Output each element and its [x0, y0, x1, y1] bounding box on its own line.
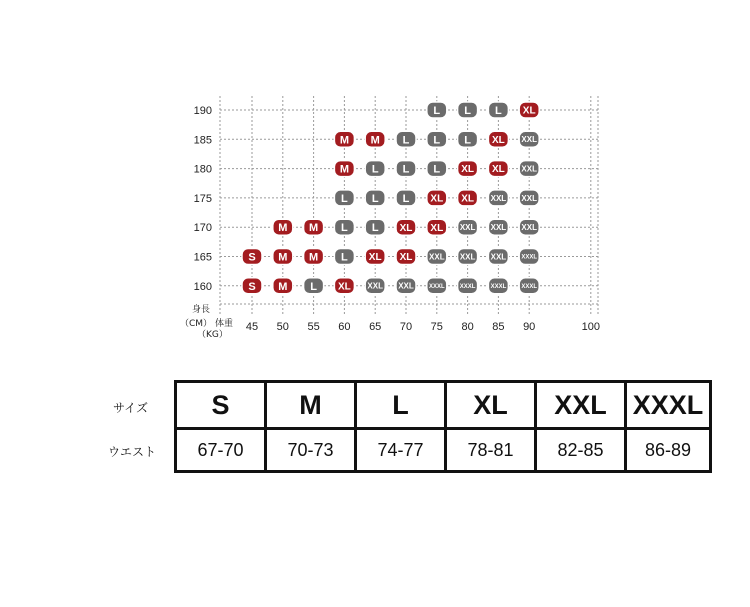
size-badge [365, 249, 385, 265]
size-badge-label: XXXL [521, 254, 538, 261]
size-badge-label: L [495, 104, 502, 117]
size-badge [488, 131, 508, 147]
size-badge-label: XXL [459, 223, 476, 233]
size-badge [304, 249, 324, 265]
size-badge-label: L [464, 104, 471, 117]
size-badge [519, 131, 539, 147]
size-badge-label: L [371, 163, 379, 176]
size-cell: XL [446, 382, 536, 429]
size-badge-label: L [433, 134, 441, 147]
x-tick-label: 55 [307, 321, 320, 333]
size-badge [427, 219, 447, 235]
waist-row [176, 429, 711, 472]
size-badge-label: M [370, 134, 380, 147]
size-badge [427, 102, 447, 118]
size-badge-label: L [371, 192, 379, 205]
size-badge-label: M [278, 222, 288, 235]
waist-row-label: ウエスト [108, 445, 157, 459]
size-badge [519, 249, 539, 265]
size-badge-label: XXL [398, 281, 414, 291]
size-badge [273, 249, 293, 265]
size-badge-label: XXL [490, 223, 507, 233]
x-tick-label: 80 [461, 321, 474, 333]
size-badge-label: L [402, 163, 410, 176]
x-tick-label: 90 [523, 321, 536, 333]
size-badge [396, 278, 416, 294]
size-badge [519, 278, 539, 294]
size-badge-label: M [309, 222, 319, 235]
size-cell: L [356, 382, 446, 429]
size-badge [458, 161, 478, 177]
size-badge-label: XL [461, 164, 474, 176]
y-tick-label: 160 [193, 280, 212, 293]
size-badge-label: XXL [459, 252, 476, 262]
x-tick-label: 50 [276, 321, 289, 333]
waist-cell: 86-89 [626, 429, 711, 472]
waist-cell: 70-73 [266, 429, 356, 472]
size-badge [488, 249, 508, 265]
size-badge [519, 102, 539, 118]
size-cell: S [176, 382, 266, 429]
size-waist-table [174, 380, 712, 473]
y-tick-label: 175 [193, 192, 212, 205]
x-axis-ticks [246, 321, 600, 333]
size-badge-label: XXL [429, 252, 445, 262]
size-badge [427, 161, 447, 177]
size-badge-label: L [402, 192, 410, 205]
size-badge [242, 278, 262, 294]
size-badge [365, 190, 385, 206]
size-badge [519, 190, 539, 206]
size-badge [458, 249, 478, 265]
y-tick-label: 170 [193, 222, 212, 235]
size-badges [242, 102, 539, 294]
size-badge [365, 219, 385, 235]
size-badge [458, 102, 478, 118]
y-tick-label: 185 [193, 134, 212, 147]
waist-cell: 67-70 [176, 429, 266, 472]
y-tick-label: 165 [193, 251, 212, 264]
axis-corner-labels [180, 303, 233, 340]
size-badge-label: XL [492, 164, 505, 176]
size-badge-label: XXXL [521, 283, 538, 290]
size-badge [427, 190, 447, 206]
x-tick-label: 100 [581, 321, 600, 333]
size-badge [365, 131, 385, 147]
size-cell: XXXL [626, 382, 711, 429]
size-badge-label: L [371, 222, 379, 235]
size-badge [427, 278, 447, 294]
size-badge-label: XXL [490, 252, 507, 262]
size-badge [334, 219, 354, 235]
size-badge-label: L [341, 251, 348, 264]
size-badge-label: S [248, 280, 256, 293]
size-badge [488, 161, 508, 177]
size-badge-label: XL [461, 193, 474, 205]
size-badge-label: L [464, 134, 471, 147]
size-badge-label: L [433, 163, 441, 176]
size-badge [519, 219, 539, 235]
size-badge [519, 161, 539, 177]
size-badge-label: XXXL [490, 283, 507, 290]
y-axis-ticks [194, 105, 212, 293]
size-badge-label: XL [492, 134, 505, 146]
size-badge [396, 219, 416, 235]
y-tick-label: 190 [193, 105, 212, 117]
size-badge-label: XXXL [459, 283, 476, 290]
size-row [176, 382, 711, 429]
size-badge-label: L [310, 280, 317, 293]
size-badge-label: XL [522, 105, 536, 117]
size-badge-label: L [402, 134, 410, 147]
size-badge-label: L [341, 222, 348, 235]
size-badge-label: XL [399, 222, 413, 234]
size-badge [396, 249, 416, 265]
size-badge [365, 278, 385, 294]
size-badge-label: XXL [490, 193, 507, 203]
size-badge-label: M [278, 280, 288, 293]
size-badge [396, 190, 416, 206]
size-badge [488, 190, 508, 206]
size-badge-label: M [309, 251, 319, 264]
size-badge [427, 249, 447, 265]
size-badge-label: L [433, 104, 441, 117]
waist-cell: 74-77 [356, 429, 446, 472]
size-badge-label: XL [368, 252, 382, 264]
size-badge [273, 278, 293, 294]
size-badge [488, 278, 508, 294]
size-badge-label: XL [338, 281, 351, 293]
size-badge-label: XXL [521, 193, 537, 203]
size-badge [488, 219, 508, 235]
size-badge-label: XL [399, 252, 413, 264]
size-badge [334, 161, 354, 177]
size-badge-label: S [248, 251, 256, 264]
size-badge [458, 131, 478, 147]
size-badge [427, 131, 447, 147]
waist-cell: 82-85 [536, 429, 626, 472]
x-axis-label: 体重 [215, 319, 234, 329]
size-badge-label: XXL [521, 135, 537, 145]
size-badge-label: M [339, 134, 349, 147]
size-badge-label: XXXL [428, 283, 445, 290]
size-badge-label: M [339, 163, 349, 176]
x-tick-label: 45 [245, 321, 259, 333]
size-badge [458, 278, 478, 294]
x-tick-label: 75 [430, 321, 443, 333]
y-axis-label: 身長 [192, 305, 211, 315]
size-badge [304, 278, 324, 294]
size-badge [396, 131, 416, 147]
size-cell: M [266, 382, 356, 429]
size-badge [396, 161, 416, 177]
x-tick-label: 70 [399, 321, 413, 333]
y-axis-unit: （CM） [180, 319, 213, 329]
size-badge [488, 102, 508, 118]
size-row-label: サイズ [113, 401, 149, 415]
size-badge [334, 190, 354, 206]
size-badge-label: XXL [367, 281, 383, 291]
size-badge [273, 219, 293, 235]
size-badge-label: L [341, 192, 348, 205]
size-badge-label: XXL [521, 223, 537, 233]
size-badge [334, 278, 354, 294]
x-tick-label: 85 [492, 321, 505, 333]
size-badge [304, 219, 324, 235]
size-badge-label: M [278, 251, 288, 264]
size-badge [458, 190, 478, 206]
y-tick-label: 180 [193, 163, 212, 176]
size-badge [334, 249, 354, 265]
size-cell: XXL [536, 382, 626, 429]
size-badge [365, 161, 385, 177]
x-tick-label: 65 [369, 321, 382, 333]
size-badge [334, 131, 354, 147]
size-badge-label: XXL [521, 164, 537, 174]
x-tick-label: 60 [338, 321, 351, 333]
x-axis-unit: （KG） [197, 330, 228, 340]
size-badge [242, 249, 262, 265]
size-badge-label: XL [430, 193, 444, 205]
size-badge [458, 219, 478, 235]
waist-cell: 78-81 [446, 429, 536, 472]
size-badge-label: XL [430, 222, 444, 234]
